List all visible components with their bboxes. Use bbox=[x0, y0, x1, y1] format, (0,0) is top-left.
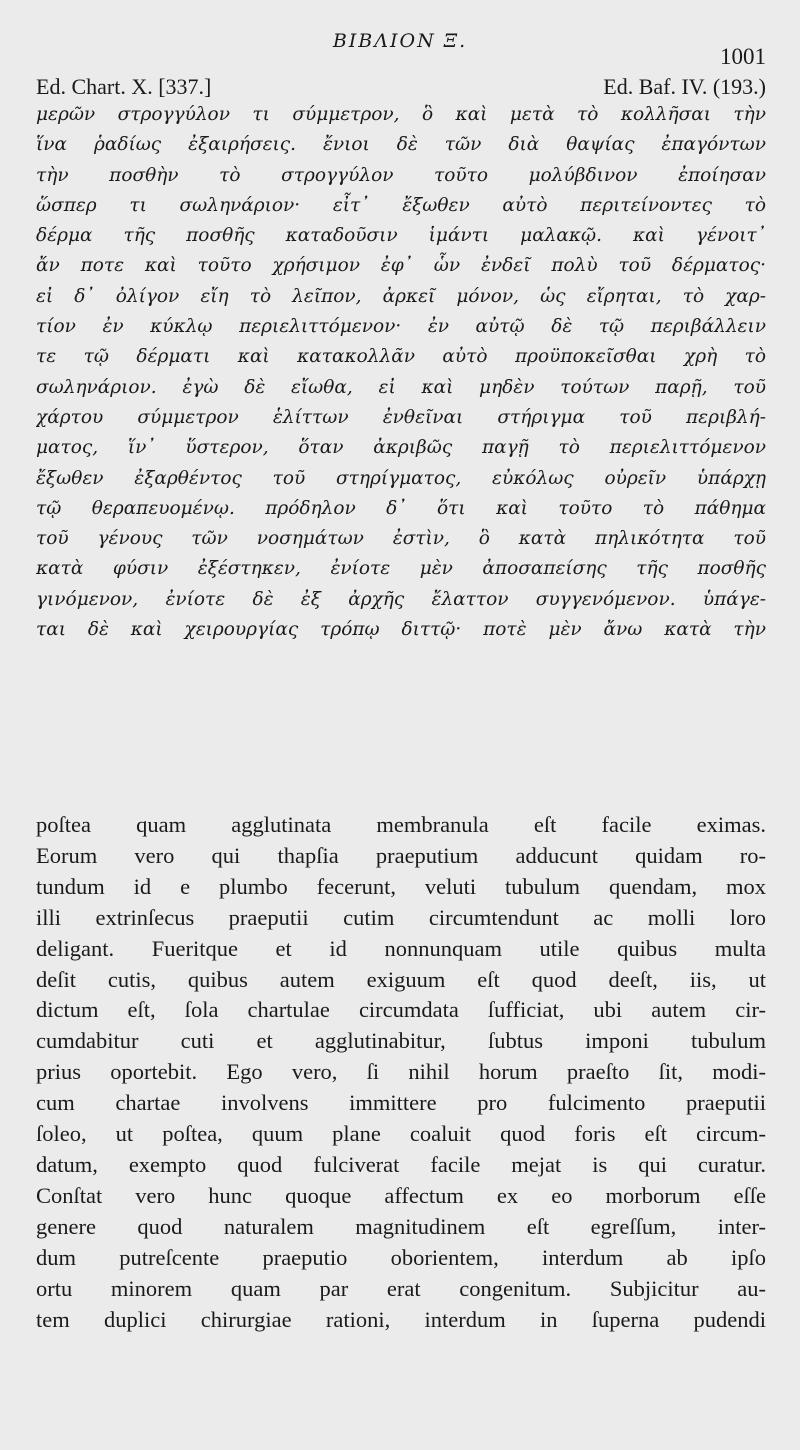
greek-line: σωληνάριον. ἐγὼ δὲ εἴωθα, εἰ καὶ μηδὲν τούτων παρῇ, τοῦ bbox=[36, 376, 766, 398]
page-number: 1001 bbox=[720, 44, 766, 69]
greek-line: ἄν ποτε καὶ τοῦτο χρήσιμον ἐφ᾽ ὧν ἐνδεῖ πολὺ τοῦ δέρματος· bbox=[36, 255, 766, 277]
greek-line: χάρτου σύμμετρον ἑλίττων ἐνθεῖναι στήριγμα τοῦ περιβλή- bbox=[36, 406, 766, 428]
latin-line: Eorum vero qui thapſia praeputium adducunt quidam ro- bbox=[36, 842, 766, 868]
greek-line: τὴν ποσθὴν τὸ στρογγύλον τοῦτο μολύβδινον ἐποίησαν bbox=[36, 164, 766, 186]
latin-line: poſtea quam agglutinata membranula eſt facile eximas. bbox=[36, 812, 766, 837]
latin-line: deſit cutis, quibus autem exiguum eſt quod deeſt, iis, ut bbox=[36, 966, 766, 992]
latin-line: dictum eſt, ſola chartulae circumdata ſufficiat, ubi autem cir- bbox=[36, 997, 766, 1023]
latin-line: datum, exempto quod fulciverat facile mejat is qui curatur. bbox=[36, 1151, 766, 1177]
greek-line: ἵνα ῥαδίως ἐξαιρήσεις. ἔνιοι δὲ τῶν διὰ θαψίας ἐπαγόντων bbox=[36, 134, 766, 156]
greek-line: κατὰ φύσιν ἐξέστηκεν, ἐνίοτε μὲν ἀποσαπείσης τῆς ποσθῆς bbox=[36, 558, 766, 580]
latin-text-block bbox=[36, 810, 766, 1335]
latin-line: cum chartae involvens immittere pro fulcimento praeputii bbox=[36, 1090, 766, 1116]
latin-line: deligant. Fueritque et id nonnunquam utile quibus multa bbox=[36, 935, 766, 961]
greek-line: τοῦ γένους τῶν νοσημάτων ἐστὶν, ὃ κατὰ πηλικότητα τοῦ bbox=[36, 528, 766, 550]
greek-line: ται δὲ καὶ χειρουργίας τρόπῳ διττῷ· ποτὲ μὲν ἄνω κατὰ τὴν bbox=[36, 619, 766, 641]
greek-line: μερῶν στρογγύλον τι σύμμετρον, ὃ καὶ μετὰ τὸ κολλῆσαι τὴν bbox=[36, 104, 766, 125]
greek-line: εἰ δ᾽ ὀλίγον εἴη τὸ λεῖπον, ἀρκεῖ μόνον, ὡς εἴρηται, τὸ χαρ- bbox=[36, 285, 766, 307]
latin-line: prius oportebit. Ego vero, ſi nihil horum praeſto ſit, modi- bbox=[36, 1059, 766, 1085]
edition-reference-right: Ed. Baf. IV. (193.) bbox=[603, 74, 766, 99]
latin-line: genere quod naturalem magnitudinem eſt egreſſum, inter- bbox=[36, 1213, 766, 1239]
latin-line: dum putreſcente praeputio oborientem, interdum ab ipſo bbox=[36, 1244, 766, 1270]
latin-line: tem duplici chirurgiae rationi, interdum in ſuperna pudendi bbox=[36, 1306, 766, 1332]
latin-line: cumdabitur cuti et agglutinabitur, ſubtus imponi tubulum bbox=[36, 1028, 766, 1054]
latin-line: Conſtat vero hunc quoque affectum ex eo morborum eſſe bbox=[36, 1182, 766, 1208]
latin-line: tundum id e plumbo fecerunt, veluti tubulum quendam, mox bbox=[36, 873, 766, 899]
greek-line: ἔξωθεν ἐξαρθέντος τοῦ στηρίγματος, εὐκόλως οὐρεῖν ὑπάρχῃ bbox=[36, 467, 766, 489]
greek-line: γινόμενον, ἐνίοτε δὲ ἐξ ἀρχῆς ἔλαττον συγγενόμενον. ὑπάγε- bbox=[36, 588, 766, 610]
running-title: BIBΛION Ξ. bbox=[332, 30, 468, 52]
latin-line: ſoleo, ut poſtea, quum plane coaluit quod foris eſt circum- bbox=[36, 1121, 766, 1147]
greek-line: ὥσπερ τι σωληνάριον· εἶτ᾽ ἔξωθεν αὐτὸ περιτείνοντες τὸ bbox=[36, 194, 766, 216]
greek-line: τίον ἐν κύκλῳ περιελιττόμενον· ἐν αὐτῷ δὲ τῷ περιβάλλειν bbox=[36, 316, 766, 338]
greek-line: δέρμα τῆς ποσθῆς καταδοῦσιν ἱμάντι μαλακῷ. καὶ γένοιτ᾽ bbox=[36, 225, 766, 247]
greek-line: τε τῷ δέρματι καὶ κατακολλᾶν αὐτὸ προϋποκεῖσθαι χρὴ τὸ bbox=[36, 346, 766, 368]
latin-line: ortu minorem quam par erat congenitum. Subjicitur au- bbox=[36, 1275, 766, 1301]
greek-line: ματος, ἵν᾽ ὕστερον, ὅταν ἀκριβῶς παγῇ τὸ περιελιττόμενον bbox=[36, 437, 766, 459]
latin-line: illi extrinſecus praeputii cutim circumtendunt ac molli loro bbox=[36, 904, 766, 930]
greek-line: τῷ θεραπευομένῳ. πρόδηλον δ᾽ ὅτι καὶ τοῦτο τὸ πάθημα bbox=[36, 497, 766, 519]
edition-reference-left: Ed. Chart. X. [337.] bbox=[36, 74, 212, 99]
greek-text-block bbox=[36, 100, 766, 645]
